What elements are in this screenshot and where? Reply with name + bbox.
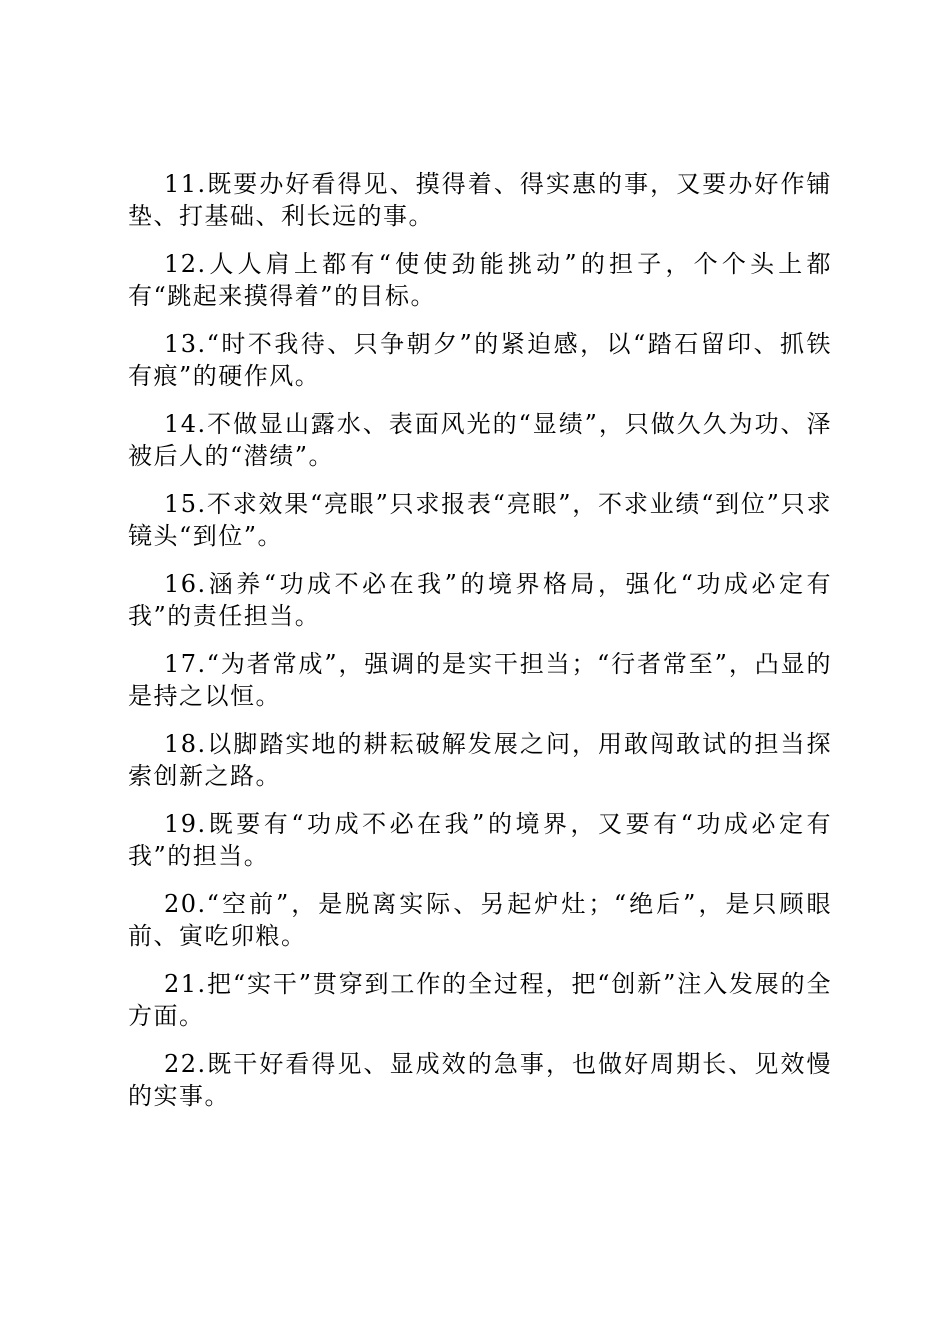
list-item-22: 22.既干好看得见、显成效的急事，也做好周期长、见效慢的实事。 [128,1050,832,1110]
list-item-19: 19.既要有“功成不必在我”的境界，又要有“功成必定有我”的担当。 [128,810,832,870]
list-item-15: 15.不求效果“亮眼”只求报表“亮眼”，不求业绩“到位”只求镜头“到位”。 [128,490,832,550]
document-body [128,168,832,1128]
list-item-20: 20.“空前”，是脱离实际、另起炉灶；“绝后”，是只顾眼前、寅吃卯粮。 [128,890,832,950]
list-item-17: 17.“为者常成”，强调的是实干担当；“行者常至”，凸显的是持之以恒。 [128,650,832,710]
list-item-14: 14.不做显山露水、表面风光的“显绩”，只做久久为功、泽被后人的“潜绩”。 [128,410,832,470]
list-item-12: 12.人人肩上都有“使使劲能挑动”的担子，个个头上都有“跳起来摸得着”的目标。 [128,250,832,310]
list-item-13: 13.“时不我待、只争朝夕”的紧迫感，以“踏石留印、抓铁有痕”的硬作风。 [128,330,832,390]
list-item-16: 16.涵养“功成不必在我”的境界格局，强化“功成必定有我”的责任担当。 [128,570,832,630]
list-item-18: 18.以脚踏实地的耕耘破解发展之问，用敢闯敢试的担当探索创新之路。 [128,730,832,790]
list-item-21: 21.把“实干”贯穿到工作的全过程，把“创新”注入发展的全方面。 [128,970,832,1030]
list-item-11: 11.既要办好看得见、摸得着、得实惠的事，又要办好作铺垫、打基础、利长远的事。 [128,170,832,230]
